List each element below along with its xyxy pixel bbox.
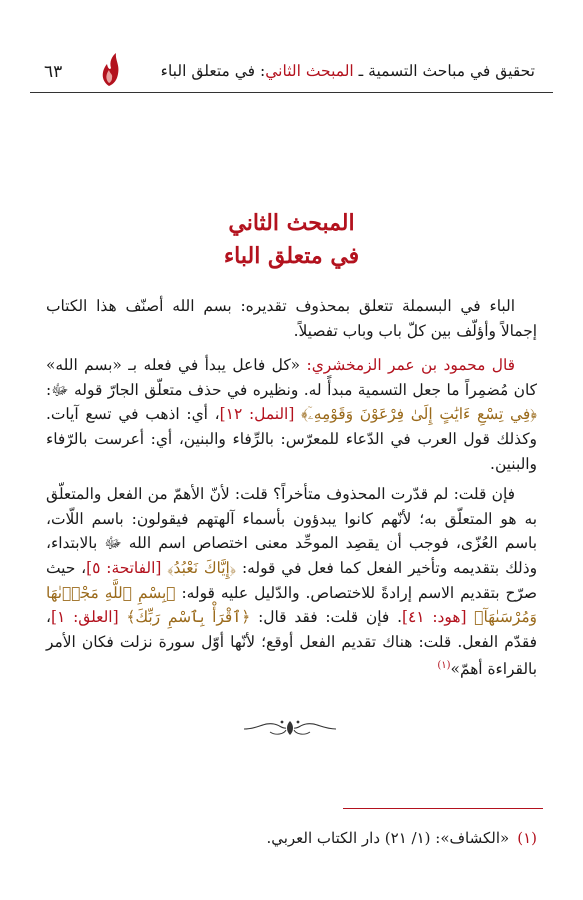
page-number: ٦٣	[44, 62, 63, 82]
header-title-part3: : في متعلق الباء	[160, 62, 266, 80]
running-header	[30, 52, 553, 92]
footnote-divider	[343, 808, 543, 809]
quran-verse: ﴿بِسْمِ ٱللَّهِ مَجْرٜىٰهَا وَمُرْسَىٰهَآ﴾	[46, 583, 537, 627]
footnote	[46, 826, 537, 850]
quote-attribution: قال محمود بن عمر الزمخشري:	[306, 356, 516, 375]
paragraph-3-text-a: فإن قلت: لم قدّرت المحذوف متأخراً؟ قلت: لأنّ الأهمّ من الفعل والمتعلّق به هو المتعلّق به؛ لأنّهم كانوا يبدؤون بأسماء آلهتهم فيقولون: باسم اللّات، باسم العُزّى، فوجب أن يقصِد الموحِّد معنى اختصاص اسم الله ﷻ بالابتداء، وذلك بتقديمه وتأخير الفعل كما فعل في قوله:	[46, 485, 538, 577]
paragraph-3-text-d: ، فقدّم الفعل. قلت: هناك تقديم الفعل أوقع؛ لأنّها أوّل سورة نزلت فكان الأمر بالقراءة أهمّ»	[46, 608, 537, 679]
footnote-marker: (١)	[437, 660, 451, 672]
body-text	[46, 294, 537, 688]
quran-verse: ﴿ٱقْرَأْ بِٱسْمِ رَبِّكَ﴾	[126, 608, 251, 627]
verse-reference: [العلق: ١]	[50, 608, 127, 627]
section-end-ornament-icon	[240, 716, 340, 740]
quran-verse: ﴿فِي تِسْعِ ءَايَٰتٍ إِلَىٰ فِرْعَوْنَ وَقَوْمِهِۦٓ﴾	[301, 405, 537, 424]
header-title-part1: تحقيق في مباحث التسمية ـ	[353, 62, 535, 80]
chapter-title-line2: في متعلق الباء	[223, 243, 360, 269]
footnote-number: (١)	[517, 829, 537, 847]
quran-verse: ﴿إِيَّاكَ نَعْبُدُ﴾	[167, 558, 237, 577]
paragraph-3-text-c: . فإن قلت: فقد قال:	[250, 608, 402, 627]
header-title	[161, 62, 535, 80]
chapter-title-line1: المبحث الثاني	[228, 210, 355, 236]
paragraph-2-text-a: «كل فاعل يبدأ في فعله بـ «بسم الله» كان مُضمِراً ما جعل التسمية مبدأً له. ونظيره في حذف متعلّق الجارّ قوله ﷻ:	[46, 356, 537, 399]
footnote-text: «الكشاف»: (١/ ٢١) دار الكتاب العربي.	[266, 829, 510, 847]
header-title-part2: المبحث الثاني	[265, 62, 354, 80]
paragraph-2-text-b: ، أي: اذهب في تسع آيات. وكذلك قول العرب في الدّعاء للمعرّس: بالرِّفاء والبنين، أي: أعرست بالرّفاء والبنين.	[46, 405, 537, 473]
paragraph-3-text-b: ، حيث صرّح بتقديم الاسم إرادةً للاختصاص. والدّليل عليه قوله:	[46, 558, 537, 602]
paragraph-2	[46, 353, 537, 476]
verse-reference: [هود: ٤١]	[401, 608, 475, 627]
flame-ornament-icon	[96, 52, 122, 88]
header-divider	[30, 92, 553, 93]
paragraph-1: الباء في البسملة تتعلق بمحذوف تقديره: بسم الله أصنّف هذا الكتاب إجمالاً وأؤلّف بين كلّ باب وباب تفصيلاً.	[46, 297, 537, 340]
verse-reference: [النمل: ١٢]	[219, 405, 302, 424]
paragraph-3	[46, 482, 537, 682]
verse-reference: [الفاتحة: ٥]	[86, 558, 168, 577]
